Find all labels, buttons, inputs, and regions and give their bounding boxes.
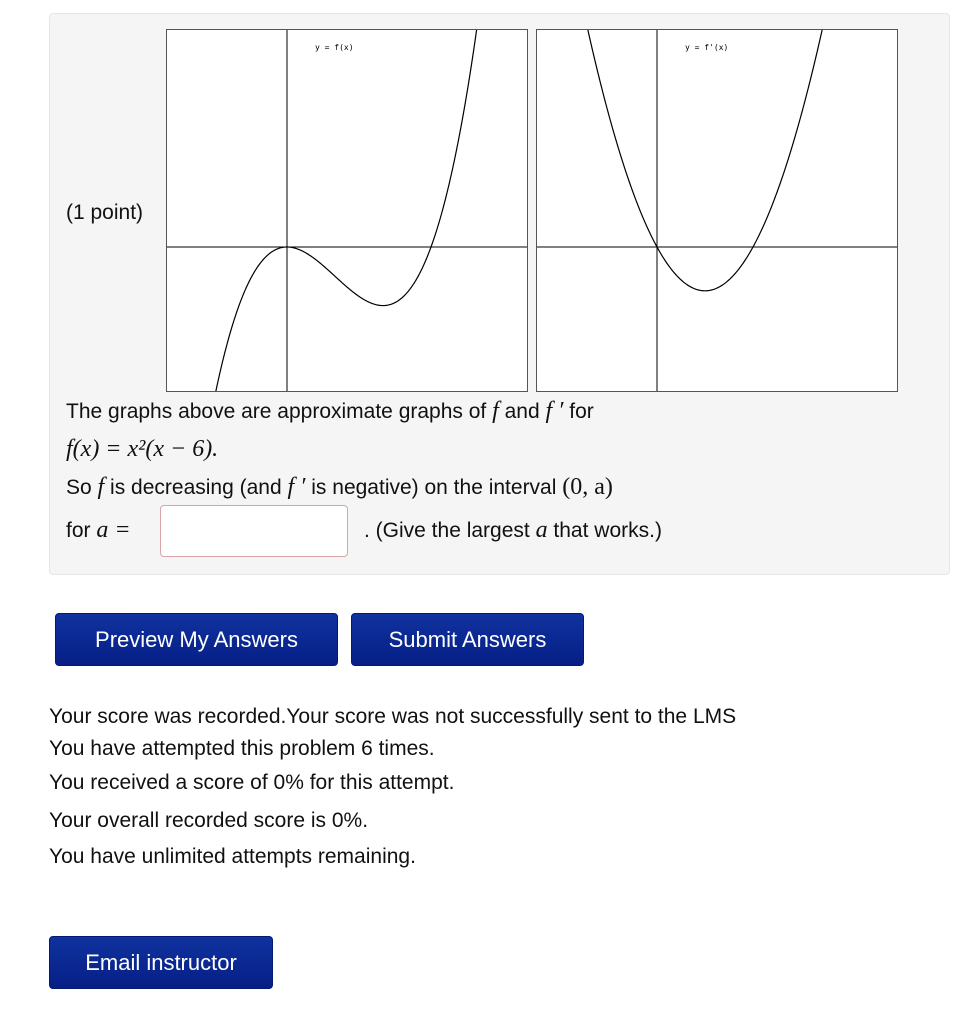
line1-for: for — [569, 400, 594, 423]
attempt-score-message: You received a score of 0% for this attempt. — [49, 771, 455, 794]
email-instructor-button[interactable]: Email instructor — [49, 936, 273, 989]
line4-a2: a — [535, 517, 548, 543]
line4-for: for — [66, 519, 91, 542]
graph-fprime — [536, 29, 898, 392]
graph-f — [166, 29, 528, 392]
attempts-count-message: You have attempted this problem 6 times. — [49, 737, 435, 760]
point-value-label: (1 point) — [66, 201, 144, 224]
graph-fprime-title: y = f'(x) — [685, 43, 729, 52]
line1-and: and — [504, 400, 540, 423]
overall-score-message: Your overall recorded score is 0%. — [49, 809, 369, 832]
line1-text: The graphs above are approximate graphs of — [66, 400, 487, 423]
line1-fprime: f ′ — [545, 398, 564, 424]
graph-fprime-svg — [537, 30, 897, 391]
line4-a: a = — [96, 517, 131, 543]
submit-answers-button[interactable]: Submit Answers — [351, 613, 584, 666]
problem-text-line-1 — [66, 397, 594, 426]
preview-answers-button[interactable]: Preview My Answers — [55, 613, 338, 666]
problem-text-line-4-start — [66, 516, 131, 545]
graph-f-title: y = f(x) — [315, 43, 354, 52]
line3-fprime: f ′ — [287, 474, 306, 500]
line4-after: . (Give the largest — [364, 519, 530, 542]
line3-mid: is decreasing (and — [110, 476, 282, 499]
line3-end: is negative) on the interval — [311, 476, 557, 499]
line3-interval: (0, a) — [562, 474, 613, 500]
problem-text-line-3 — [66, 473, 613, 502]
attempts-remaining-message: You have unlimited attempts remaining. — [49, 845, 416, 868]
graph-f-curve — [209, 30, 482, 391]
line4-end: that works.) — [553, 519, 662, 542]
graph-fprime-curve — [580, 30, 830, 291]
problem-function-definition — [66, 435, 218, 463]
graph-f-svg — [167, 30, 527, 391]
problem-text-line-4-end — [364, 516, 662, 545]
answer-input[interactable] — [160, 505, 348, 557]
line1-f: f — [492, 398, 499, 424]
score-recorded-message: Your score was recorded.Your score was not successfully sent to the LMS — [49, 705, 737, 728]
line3-so: So — [66, 476, 92, 499]
function-formula: f(x) = x²(x − 6). — [66, 436, 219, 462]
line3-f: f — [97, 474, 105, 500]
